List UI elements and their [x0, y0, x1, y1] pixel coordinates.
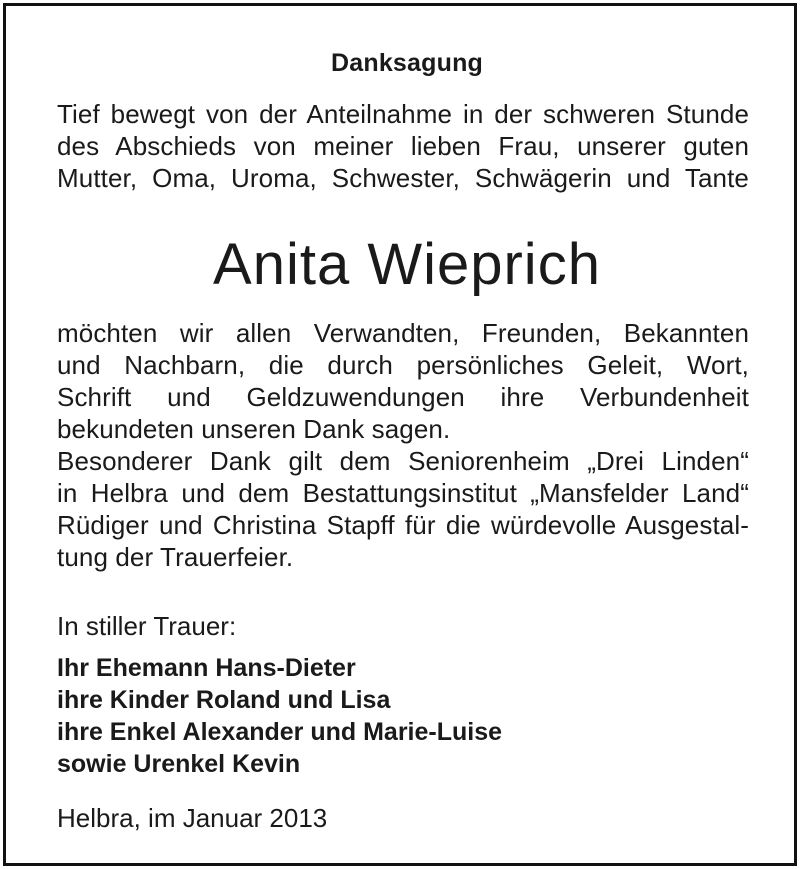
body-line: möchten wir allen Verwandten, Freunden, Bekannten — [57, 318, 749, 348]
intro-line: des Abschieds von meiner lieben Frau, unserer guten — [57, 131, 749, 161]
body-line: Schrift und Geldzuwendungen ihre Verbundenheit — [57, 382, 749, 412]
intro-paragraph — [57, 98, 749, 194]
family-list — [57, 652, 502, 780]
body-line: bekundeten unseren Dank sagen. — [57, 414, 451, 444]
body-line: Besonderer Dank gilt dem Seniorenheim „Drei Linden“ — [57, 446, 749, 476]
body-line: in Helbra und dem Bestattungsinstitut „Mansfelder Land“ — [57, 478, 749, 508]
intro-line: Tief bewegt von der Anteilnahme in der schweren Stunde — [57, 99, 749, 129]
deceased-name: Anita Wieprich — [213, 232, 601, 297]
family-member-line: ihre Enkel Alexander und Marie-Luise — [57, 718, 503, 746]
place-and-date: Helbra, im Januar 2013 — [57, 803, 328, 833]
thanks-paragraph — [57, 317, 749, 573]
obituary-notice-card — [3, 3, 797, 866]
family-member-line: ihre Kinder Roland und Lisa — [57, 686, 391, 714]
family-member-line: Ihr Ehemann Hans-Dieter — [57, 654, 356, 682]
body-line: tung der Trauerfeier. — [57, 542, 294, 572]
mourning-label: In stiller Trauer: — [57, 611, 237, 641]
notice-heading: Danksagung — [330, 49, 484, 77]
intro-line: Mutter, Oma, Uroma, Schwester, Schwägerin und Tante — [57, 163, 749, 193]
family-member-line: sowie Urenkel Kevin — [57, 750, 301, 778]
body-line: und Nachbarn, die durch persönliches Geleit, Wort, — [57, 350, 749, 380]
body-line: Rüdiger und Christina Stapff für die würdevolle Ausgestal- — [57, 510, 749, 540]
